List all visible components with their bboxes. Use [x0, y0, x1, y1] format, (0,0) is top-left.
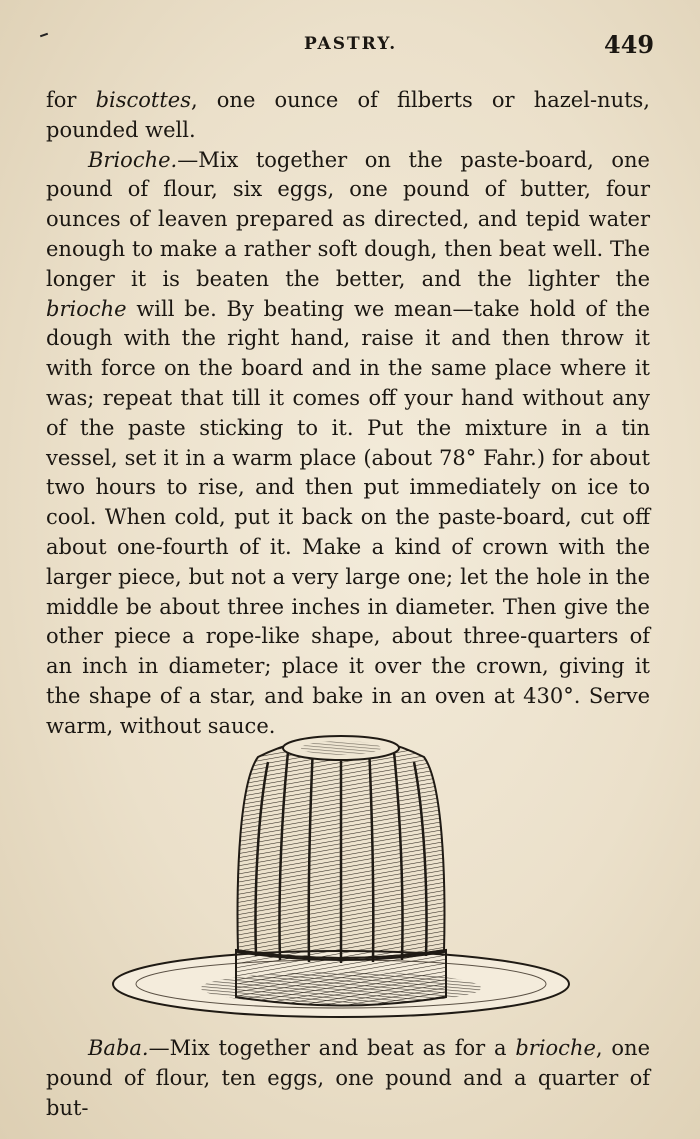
text-run: , one ounce of filberts or hazel-nuts, pounded well.: [46, 88, 650, 142]
baba-mold-figure: [108, 722, 578, 1027]
page-header: [0, 30, 700, 60]
baba-mold-engraving-icon: [108, 722, 578, 1027]
text-run-italic: brioche: [515, 1036, 596, 1060]
text-run: , one pound of flour, ten eggs, one pound and a quarter of but-: [46, 1036, 650, 1120]
text-run-italic: brioche: [46, 296, 127, 321]
text-run: —Mix together and beat as for a: [148, 1036, 516, 1060]
text-run-italic: biscottes: [95, 88, 191, 112]
paragraph-baba: [46, 1034, 650, 1123]
recipe-title-brioche: Brioche.: [88, 147, 178, 172]
running-head: PASTRY.: [304, 34, 398, 54]
body-text: [46, 86, 650, 742]
recipe-title-baba: Baba.: [88, 1036, 149, 1060]
body-text-continued: [46, 1034, 650, 1123]
paragraph-brioche: [46, 146, 650, 742]
text-run: for: [46, 88, 96, 112]
text-run: —Mix together on the paste-board, one pound of flour, six eggs, one pound of butter, four ounces of leaven prepared as directed, and tepid water enough to make a rather soft dough, then beat well. The longer it is beaten the better, and the lighter the: [46, 147, 650, 291]
text-run: will be. By beating we mean—take hold of the dough with the right hand, raise it and then throw it with force on the board and in the same place where it was; repeat that till it comes off your hand without any of the paste sticking to it. Put the mixture in a tin vessel, set it in a warm place (about 78° Fahr.) for about two hours to rise, and then put immediately on ice to cool. When cold, put it back on the paste-board, cut off about one-fourth of it. Make a kind of crown with the larger piece, but not a very large one; let the hole in the middle be about three inches in diameter. Then give the other piece a rope-like shape, about three-quarters of an inch in diameter; place it over the crown, giving it the shape of a star, and bake in an oven at 430°. Serve warm, without sauce.: [46, 296, 650, 738]
page-number: 449: [604, 30, 655, 59]
paragraph-biscottes-end: [46, 86, 650, 146]
